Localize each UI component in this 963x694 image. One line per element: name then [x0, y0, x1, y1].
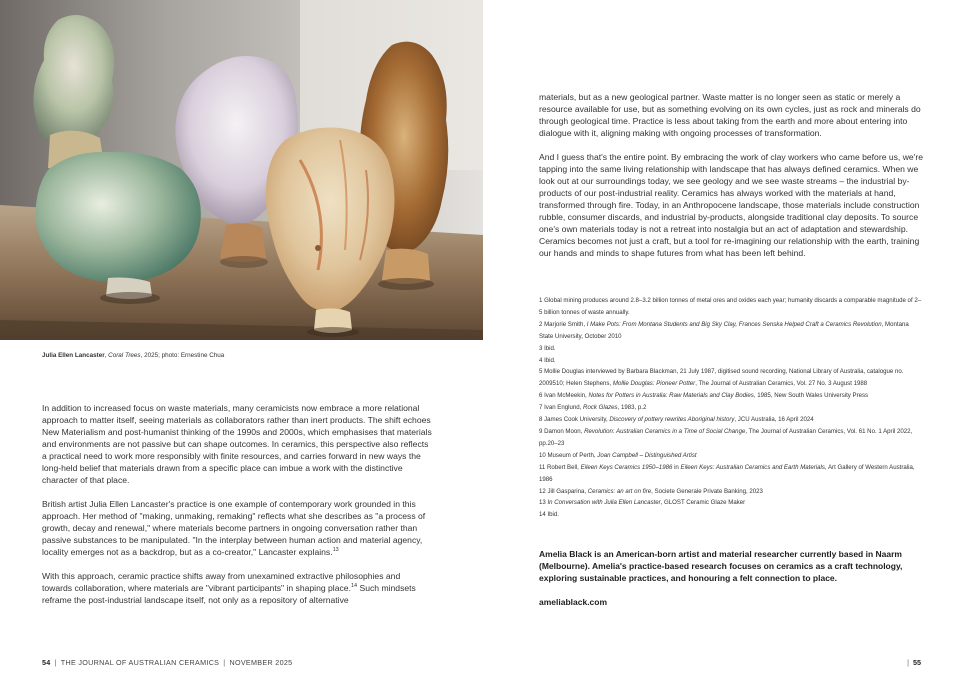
- left-column: [42, 402, 432, 618]
- photo-caption: Julia Ellen Lancaster, Coral Trees, 2025; photo: Ernestine Chua: [42, 352, 225, 359]
- left-paragraph-3: With this approach, ceramic practice shifts away from unexamined extractive philosophies and towards collaboration, where materials are "vibrant participants" in shaping place.$^{14}$ Such mindsets reframe the post-industrial landscape itself, not only as a repository of alternative: [42, 571, 416, 605]
- footnote: 8 James Cook University, Discovery of pottery rewrites Aboriginal history, JCU Australia, 16 April 2024: [539, 416, 814, 424]
- footer-right: | 55: [907, 658, 921, 667]
- footnote: 3 Ibid.: [539, 344, 556, 352]
- caption-details: , 2025; photo: Ernestine Chua: [140, 352, 225, 359]
- left-paragraph-1: In addition to increased focus on waste materials, many ceramicists now embrace a more relational approach to matter itself, seeing materials as collaborators rather than inert products. The shift echoes New Materialism and post-humanist thinking of the 1990s and 2000s, which emphasises that materials and environments are not passive but can shape outcomes. In ceramics, this perspective also reflects a practical need to work more responsibly with finite resources, and carries forward in new ways the long-held belief that materials drawn from a specific place can imbue a work with the distinctive character of that place.: [42, 403, 432, 485]
- page-number-right: 55: [913, 658, 921, 667]
- footnote: 1 Global mining produces around 2.8–3.2 billion tonnes of metal ores and oxides each year; humanity discards a comparable magnitude of 2–5 billion tonnes of waste annually.: [539, 297, 922, 316]
- journal-name: THE JOURNAL OF AUSTRALIAN CERAMICS: [60, 658, 220, 667]
- footnote: 4 Ibid.: [539, 356, 556, 364]
- footnote: 12 Jill Gasparina, Ceramics: an art on fire, Societe Generale Private Banking, 2023: [539, 487, 763, 495]
- left-paragraph-2: British artist Julia Ellen Lancaster's practice is one example of contemporary work grounded in this approach. Her method of "making, unmaking, remaking" reflects what she describes as "a process of growth, decay and renewal," where materials become partners in ongoing conversation rather than passive substances to be manipulated. "In the interplay between human action and material agency, locality emerges not as a backdrop, but as a co-creator," Lancaster explains.$^{13}$: [42, 499, 426, 557]
- artwork-photo: [0, 0, 483, 340]
- issue-date: NOVEMBER 2025: [229, 658, 293, 667]
- footnote: 2 Marjorie Smith, I Make Pots: From Montana Students and Big Sky Clay, Frances Senska Helped Craft a Ceramics Revolution, Montana State University, October 2010: [539, 320, 909, 340]
- author-website-link[interactable]: ameliablack.com: [539, 597, 608, 607]
- author-bio: Amelia Black is an American-born artist and material researcher currently based in Naarm (Melbourne). Amelia's practice-based research focuses on ceramics as a craft technology, exploring sustainable practices, and honouring a felt connection to place.: [539, 549, 903, 584]
- footnotes: [539, 295, 924, 521]
- footnote: 14 Ibid.: [539, 511, 559, 519]
- right-paragraph-1: materials, but as a new geological partner. Waste matter is no longer seen as static or merely a resource available for use, but as something evolving on its own cycles, just as rock and minerals do through geological time. Practice is less about taking from the earth and more about entering into dialogue with it, aligning making with ongoing processes of transformation.: [539, 92, 921, 138]
- caption-title: Coral Trees: [108, 352, 141, 359]
- footnote: 9 Damon Moon, Revolution: Australian Ceramics in a Time of Social Change, The Journal of Australian Ceramics, Vol. 61 No. 1 April 2022, pp.20–23: [539, 427, 913, 447]
- footnote: 5 Mollie Douglas interviewed by Barbara Blackman, 21 July 1987, digitised sound recording, National Library of Australia, catalogue no. 2009510; Helen Stephens, Mollie Douglas: Pioneer Potter, The Journal of Australian Ceramics, Vol. 27 No. 3 August 1988: [539, 368, 904, 388]
- footnote: 13 In Conversation with Julia Ellen Lancaster, GLOST Ceramic Glaze Maker: [539, 499, 746, 507]
- footnote-ref-14: 14: [350, 583, 358, 590]
- footnote: 6 Ivan McMeekin, Notes for Potters in Australia: Raw Materials and Clay Bodies, 1985, New South Wales University Press: [539, 392, 869, 400]
- footnote-ref-13: 13: [332, 547, 339, 554]
- right-paragraph-2: And I guess that's the entire point. By embracing the work of clay workers who came before us, we're tapping into the same living relationship with landscape that has always defined ceramics. When we look out at our surroundings today, we see geology and we see waste streams – the industrial by-products of our post-industrial reality. Ceramics has always worked with the materials at hand, transformed through fire. Today, in an Anthropocene landscape, those materials include construction rubble, consumer discards, and industrial by-products, alongside traditional clay deposits. To source one's own materials today is not a retreat into nostalgia but an act of adaptation and stewardship. Ceramics becomes not just a craft, but a tool for re-imagining our relationship with the earth, training our hands and minds to shape futures from what has been left behind.: [539, 152, 923, 258]
- footnote: 10 Museum of Perth, Joan Campbell – Distinguished Artist: [539, 451, 697, 459]
- page-number-left: 54: [42, 658, 51, 667]
- right-column: [539, 91, 924, 271]
- footer-left: 54 | THE JOURNAL OF AUSTRALIAN CERAMICS | NOVEMBER 2025: [42, 658, 293, 667]
- caption-artist: Julia Ellen Lancaster: [42, 352, 105, 359]
- footnote: 11 Robert Bell, Eileen Keys Ceramics 1950–1986 in Eileen Keys: Australian Ceramics and Earth Materials, Art Gallery of Western Australia, 1986: [539, 463, 915, 483]
- footnote: 7 Ivan Englund, Rock Glazes, 1983, p.2: [539, 404, 647, 412]
